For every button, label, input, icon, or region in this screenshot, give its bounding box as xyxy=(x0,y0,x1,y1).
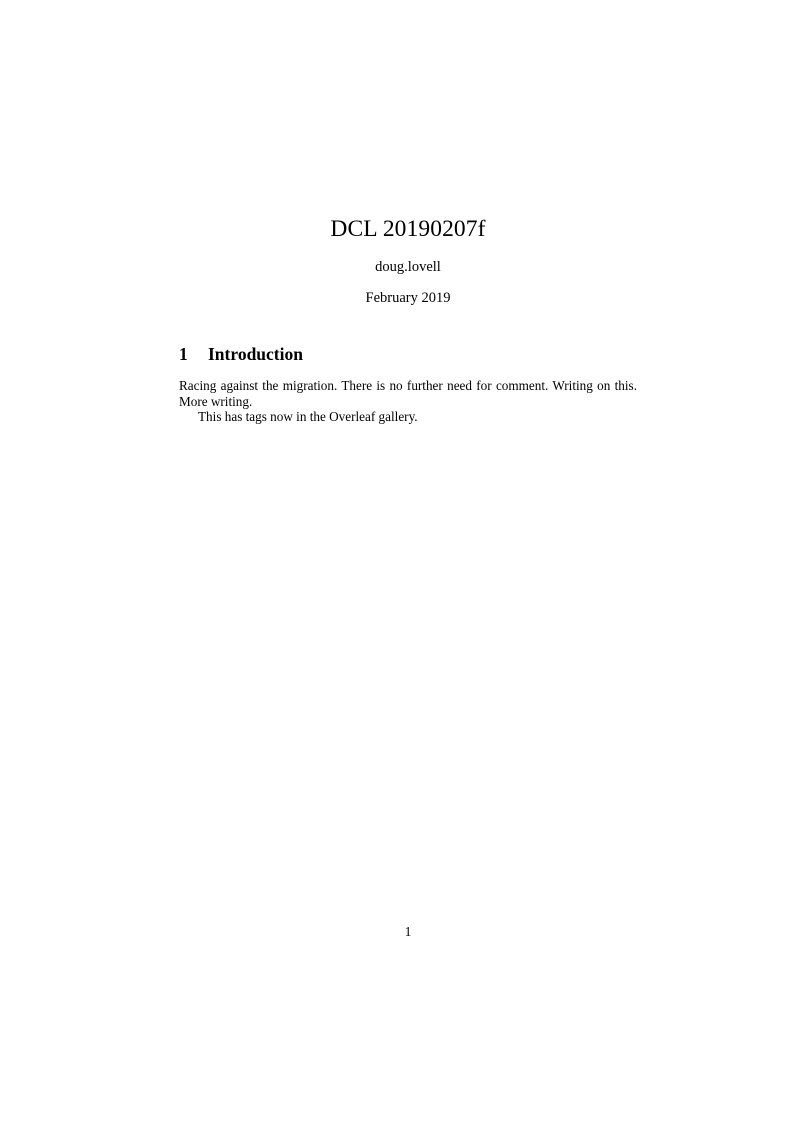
document-date: February 2019 xyxy=(365,290,451,306)
paragraph: This has tags now in the Overleaf gallery. xyxy=(198,409,418,425)
section-title: Introduction xyxy=(208,344,303,364)
page-title: DCL 20190207f xyxy=(330,216,486,242)
section-number: 1 xyxy=(179,344,188,364)
section-heading xyxy=(179,344,637,365)
document-author: doug.lovell xyxy=(375,259,441,275)
section-body xyxy=(179,378,637,425)
page-number: 1 xyxy=(404,924,412,939)
paragraph: Racing against the migration. There is no further need for comment. Writing on this. More writing. xyxy=(179,378,637,409)
